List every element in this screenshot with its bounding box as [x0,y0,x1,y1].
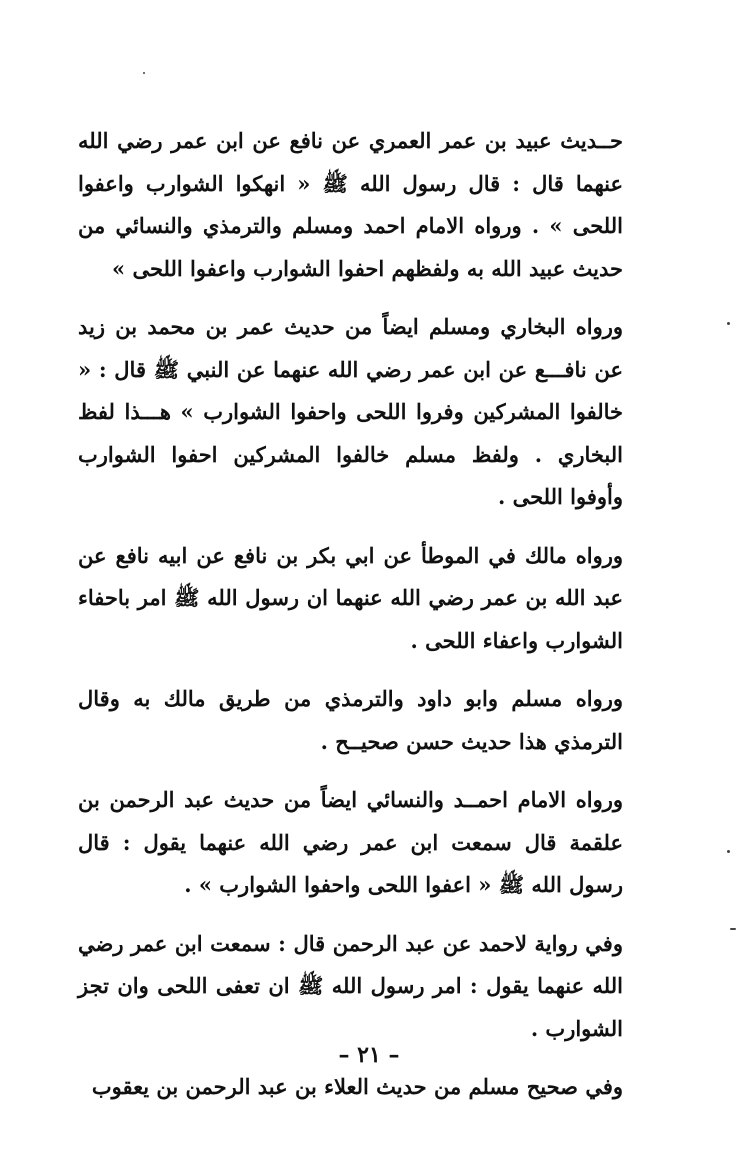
paragraph: حــديث عبيد بن عمر العمري عن نافع عن ابن عمر رضي الله عنهما قال : قال رسول الله ﷺ « انهكوا الشوارب واعفوا اللحى » . ورواه الامام احمد ومسلم والترمذي والنسائي من حديث عبيد الله به ولفظهم احفوا الشوارب واعفوا اللحى » [78,128,623,281]
page-number: – ٢١ – [338,1042,400,1068]
body-text [78,120,623,1109]
paragraph: ورواه الامام احمــد والنسائي ايضاً من حديث عبد الرحمن بن علقمة قال سمعت ابن عمر رضي الله عنهما يقول : قال رسول الله ﷺ « اعفوا اللحى واحفوا الشوارب » . [78,787,623,897]
scan-speck [727,322,730,325]
paragraph: ورواه البخاري ومسلم ايضاً من حديث عمر بن محمد بن زيد عن نافـــع عن ابن عمر رضي الله عنهما عن النبي ﷺ قال : « خالفوا المشركين وفروا اللحى واحفوا الشوارب » هـــذا لفظ البخاري . ولفظ مسلم خالفوا المشركين احفوا الشوارب وأوفوا اللحى . [78,314,623,509]
paragraph: ورواه مسلم وابو داود والترمذي من طريق مالك به وقال الترمذي هذا حديث حسن صحيــح . [78,686,623,754]
paragraph: ورواه مالك في الموطأ عن ابي بكر بن نافع عن ابيه نافع عن عبد الله بن عمر رضي الله عنهما ان رسول الله ﷺ امر باحفاء الشوارب واعفاء اللحى . [78,542,623,653]
paragraph: وفي صحيح مسلم من حديث العلاء بن عبد الرحمن بن يعقوب [91,1074,623,1099]
scan-speck [730,928,736,930]
scan-speck [727,850,730,853]
paragraph: وفي رواية لاحمد عن عبد الرحمن قال : سمعت ابن عمر رضي الله عنهما يقول : امر رسول الله ﷺ ان تعفى اللحى وان تجز الشوارب . [78,930,623,1041]
scan-speck [143,72,145,74]
